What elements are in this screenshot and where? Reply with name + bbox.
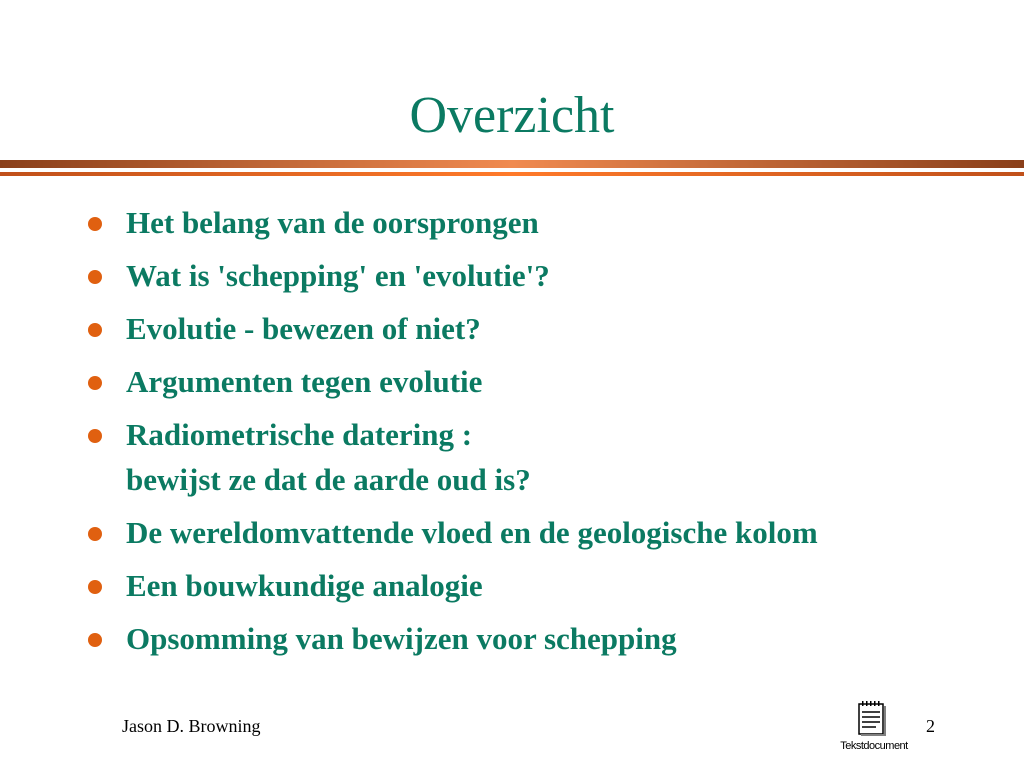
bullet-item [88,616,988,661]
bullet-dot-icon [88,580,102,594]
bullet-item [88,359,988,404]
bullet-dot-icon [88,527,102,541]
bullet-dot-icon [88,270,102,284]
title-divider-thin [0,172,1024,176]
bullet-text: Het belang van de oorsprongen [126,205,539,240]
text-document-icon[interactable] [856,700,888,738]
bullet-dot-icon [88,633,102,647]
bullet-text: De wereldomvattende vloed en de geologische kolom [126,515,818,550]
bullet-text: Een bouwkundige analogie [126,568,483,603]
title-divider-thick [0,160,1024,168]
bullet-item [88,412,988,502]
bullet-text: Evolutie - bewezen of niet? [126,311,481,346]
attachment-label[interactable]: Tekstdocument [840,740,908,752]
bullet-text: bewijst ze dat de aarde oud is? [126,462,531,497]
bullet-item [88,306,988,351]
bullet-item [88,253,988,298]
bullet-text: Wat is 'schepping' en 'evolutie'? [126,258,550,293]
bullet-dot-icon [88,376,102,390]
bullet-item [88,510,988,555]
footer-author: Jason D. Browning [122,716,261,736]
page-number: 2 [926,716,935,736]
bullet-text: Radiometrische datering : [126,417,473,452]
bullet-dot-icon [88,217,102,231]
slide-title: Overzicht [409,87,615,144]
bullet-dot-icon [88,323,102,337]
bullet-item [88,200,988,245]
bullet-text: Argumenten tegen evolutie [126,364,483,399]
bullet-item [88,563,988,608]
bullet-list [88,200,988,669]
bullet-text: Opsomming van bewijzen voor schepping [126,621,677,656]
bullet-dot-icon [88,429,102,443]
